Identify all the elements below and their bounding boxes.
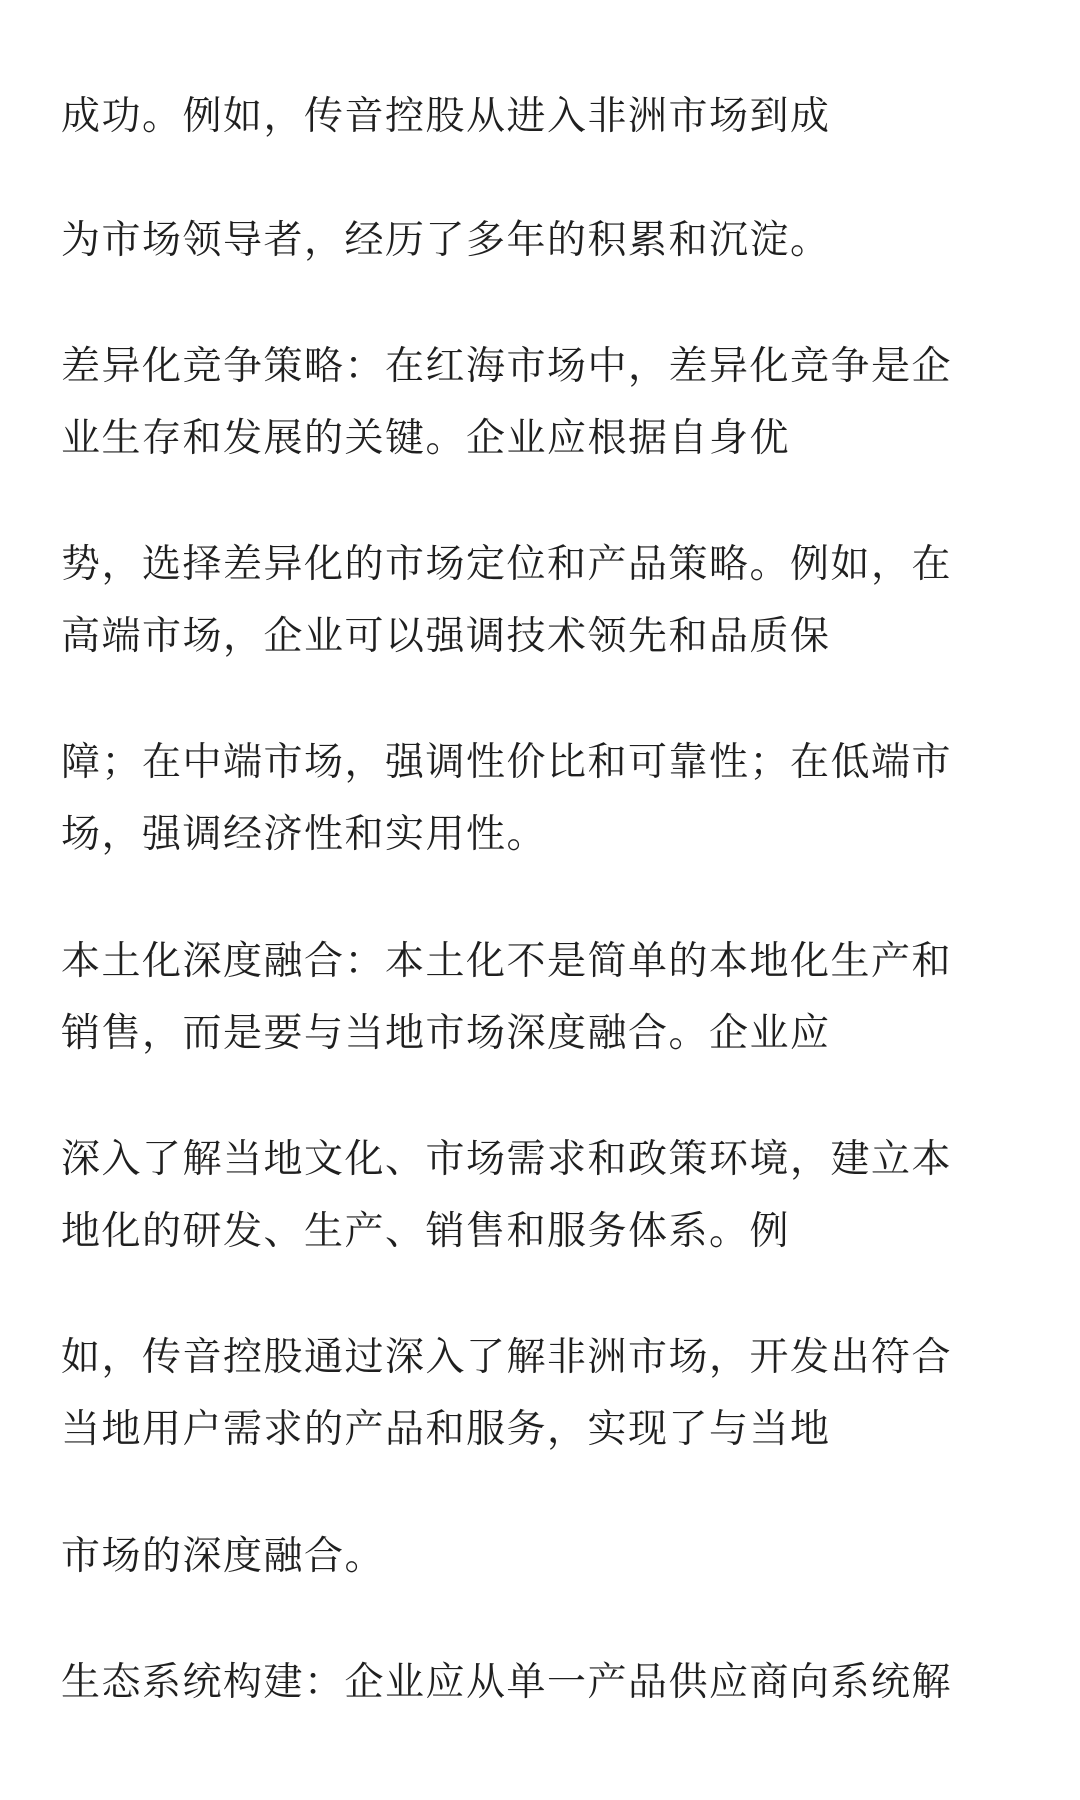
- text-line: 销售，而是要与当地市场深度融合。企业应: [61, 1011, 831, 1056]
- text-line: 深入了解当地文化、市场需求和政策环境，建立本: [61, 1137, 953, 1182]
- text-line: 生态系统构建：企业应从单一产品供应商向系统解: [61, 1660, 953, 1705]
- text-line: 市场的深度融合。: [61, 1534, 386, 1579]
- text-line: 业生存和发展的关键。企业应根据自身优: [61, 416, 791, 461]
- text-line: 场，强调经济性和实用性。: [61, 812, 548, 857]
- text-line: 高端市场，企业可以强调技术领先和品质保: [61, 614, 831, 659]
- text-line: 如，传音控股通过深入了解非洲市场，开发出符合: [61, 1335, 953, 1380]
- text-line: 成功。例如，传音控股从进入非洲市场到成: [61, 94, 831, 139]
- text-line: 障；在中端市场，强调性价比和可靠性；在低端市: [61, 740, 953, 785]
- text-line: 当地用户需求的产品和服务，实现了与当地: [61, 1407, 831, 1452]
- text-line: 差异化竞争策略：在红海市场中，差异化竞争是企: [61, 344, 953, 389]
- text-line: 地化的研发、生产、销售和服务体系。例: [61, 1209, 791, 1254]
- text-line: 势，选择差异化的市场定位和产品策略。例如，在: [61, 542, 953, 587]
- text-line: 为市场领导者，经历了多年的积累和沉淀。: [61, 218, 831, 263]
- text-line: 本土化深度融合：本土化不是简单的本地化生产和: [61, 939, 953, 984]
